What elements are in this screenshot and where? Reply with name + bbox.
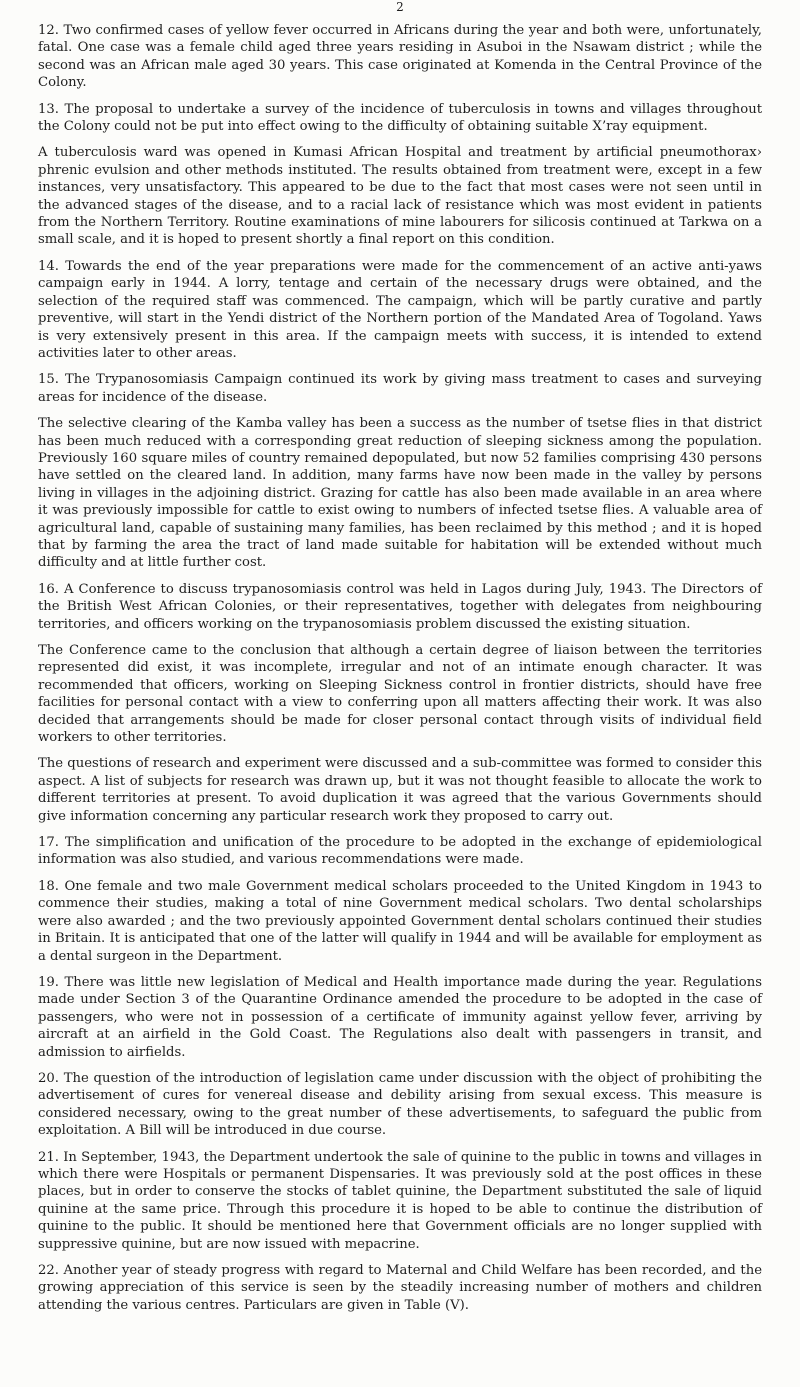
paragraph-19-legislation: 19. There was little new legislation of Medical and Health importance made during the year. Regulations made under Section 3 of the Quarantine Ordinance amended the procedure to be adopted in the case of passengers, who were not in possession of a certificate of immunity against yellow fever, arriving by aircraft at an airfield in the Gold Coast. The Regulations also dealt with passengers in transit, and admission to airfields.	[38, 974, 762, 1060]
paragraph-17-epidemiological-information: 17. The simplification and unification of the procedure to be adopted in the exchange of epidemiological information was also studied, and various recommendations were made.	[38, 835, 762, 868]
paragraph-15-trypanosomiasis: 15. The Trypanosomiasis Campaign continued its work by giving mass treatment to cases and surveying areas for incidence of the disease.	[38, 372, 762, 405]
paragraph-research-questions: The questions of research and experiment were discussed and a sub-committee was formed to consider this aspect. A list of subjects for research was drawn up, but it was not thought feasible to allocate the work to different territories at present. To avoid duplication it was agreed that the various Governments should give information concerning any particular research work they proposed to carry out.	[38, 756, 762, 824]
paragraph-12-yellow-fever: 12. Two confirmed cases of yellow fever occurred in Africans during the year and both were, unfortunately, fatal. One case was a female child aged three years residing in Asuboi in the Nsawam district ; while the second was an African male aged 30 years. This case originated at Komenda in the Central Province of the Colony.	[38, 23, 762, 91]
paragraph-14-anti-yaws: 14. Towards the end of the year preparations were made for the commencement of an active anti-yaws campaign early in 1944. A lorry, tentage and certain of the necessary drugs were obtained, and the selection of the required staff was commenced. The campaign, which will be partly curative and partly preventive, will start in the Yendi district of the Northern portion of the Mandated Area of Togoland. Yaws is very extensively present in this area. If the campaign meets with success, it is intended to extend activities later to other areas.	[38, 258, 762, 361]
paragraph-22-maternal-child-welfare: 22. Another year of steady progress with regard to Maternal and Child Welfare has been recorded, and the growing appreciation of this service is seen by the steadily increasing number of mothers and children attending the various centres. Particulars are given in Table (V).	[38, 1263, 762, 1313]
paragraph-13-tuberculosis-survey: 13. The proposal to undertake a survey of the incidence of tuberculosis in towns and villages throughout the Colony could not be put into effect owing to the difficulty of obtaining suitable X’ray equipment.	[38, 101, 762, 135]
paragraph-20-advertisement-legislation: 20. The question of the introduction of legislation came under discussion with the object of prohibiting the advertisement of cures for venereal disease and debility arising from sexual excess. This measure is considered necessary, owing to the great number of these advertisements, to safeguard the public from exploitation. A Bill will be introduced in due course.	[38, 1070, 762, 1139]
paragraph-tuberculosis-ward: A tuberculosis ward was opened in Kumasi African Hospital and treatment by artificial pneumothorax› phrenic evulsion and other methods instituted. The results obtained from treatment were, except in a few instances, very unsatisfactory. This appeared to be due to the fact that most cases were not seen until in the advanced stages of the disease, and to a racial lack of resistance which was most evident in patients from the Northern Territory. Routine examinations of mine labourers for silicosis continued at Tarkwa on a small scale, and it is hoped to present shortly a final report on this condition.	[38, 145, 762, 248]
body-text	[38, 22, 762, 1323]
paragraph-21-quinine-sale: 21. In September, 1943, the Department undertook the sale of quinine to the public in towns and villages in which there were Hospitals or permanent Dispensaries. It was previously sold at the post offices in these places, but in order to conserve the stocks of tablet quinine, the Department substituted the sale of liquid quinine at the same price. Through this procedure it is hoped to be able to continue the distribution of quinine to the public. It should be mentioned here that Government officials are no longer supplied with suppressive quinine, but are now issued with mepacrine.	[38, 1149, 762, 1252]
paragraph-16-conference: 16. A Conference to discuss trypanosomiasis control was held in Lagos during July, 1943. The Directors of the British West African Colonies, or their representatives, together with delegates from neighbouring territories, and officers working on the trypanosomiasis problem discussed the existing situation.	[38, 581, 762, 632]
page-number: 2	[396, 0, 404, 14]
paragraph-18-medical-scholars: 18. One female and two male Government medical scholars proceeded to the United Kingdom in 1943 to commence their studies, making a total of nine Government medical scholars. Two dental scholarships were also awarded ; and the two previously appointed Government dental scholars continued their studies in Britain. It is anticipated that one of the latter will qualify in 1944 and will be available for employment as a dental surgeon in the Department.	[38, 878, 762, 964]
paragraph-conference-conclusion: The Conference came to the conclusion that although a certain degree of liaison between the territories represented did exist, it was incomplete, irregular and not of an intimate enough character. It was recommended that officers, working on Sleeping Sickness control in frontier districts, should have free facilities for personal contact with a view to conferring upon all matters affecting their work. It was also decided that arrangements should be made for closer personal contact through visits of individual field workers to other territories.	[38, 643, 762, 746]
paragraph-kamba-valley: The selective clearing of the Kamba valley has been a success as the number of tsetse flies in that district has been much reduced with a corresponding great reduction of sleeping sickness among the population. Previously 160 square miles of country remained depopulated, but now 52 families comprising 430 persons have settled on the cleared land. In addition, many farms have now been made in the valley by persons living in villages in the adjoining district. Grazing for cattle has also been made available in an area where it was previously impossible for cattle to exist owing to numbers of infected tsetse flies. A valuable area of agricultural land, capable of sustaining many families, has been reclaimed by this method ; and it is hoped that by farming the area the tract of land made suitable for habitation will be extended without much difficulty and at little further cost.	[38, 416, 762, 571]
